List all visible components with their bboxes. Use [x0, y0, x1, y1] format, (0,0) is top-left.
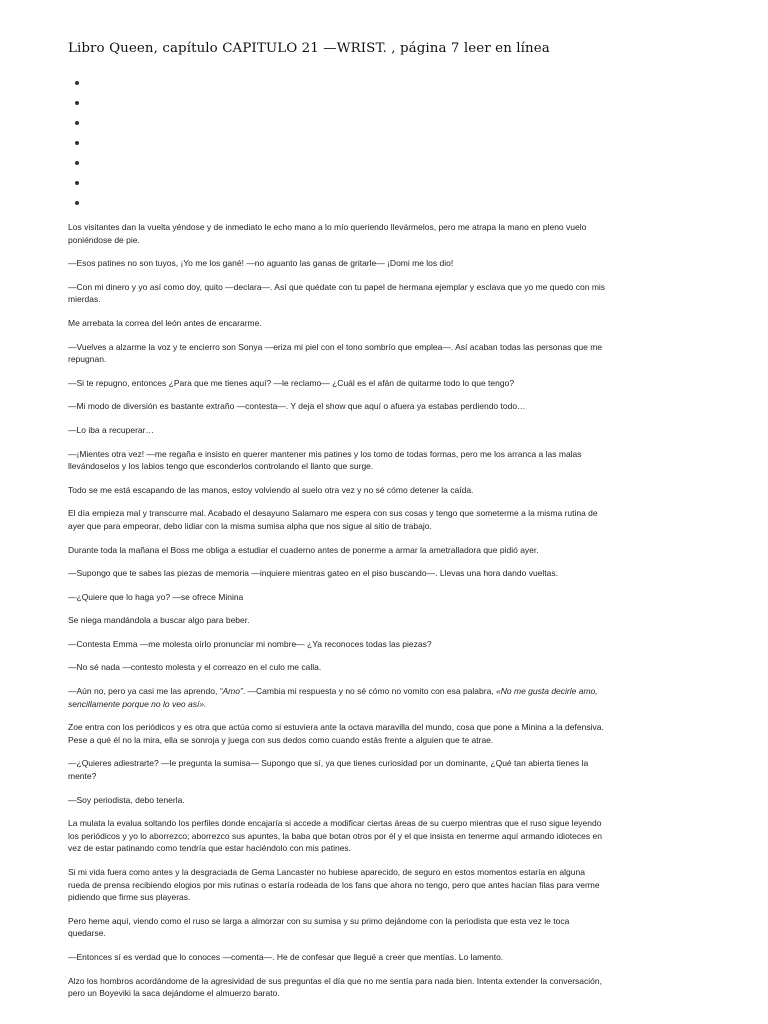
paragraph — [68, 400, 608, 413]
text-run: —Entonces sí es verdad que lo conoces —comenta—. He de confesar que llegué a creer que mentías. Lo lamento. — [68, 951, 504, 962]
paragraph — [68, 281, 608, 306]
text-run: Todo se me está escapando de las manos, estoy volviendo al suelo otra vez y no sé cómo detener la caída. — [68, 484, 474, 495]
bullet-dot — [75, 141, 79, 145]
page-title: Libro Queen, capítulo CAPITULO 21 —WRIST. , página 7 leer en línea — [68, 41, 550, 56]
bullet-item — [68, 192, 768, 212]
text-run: —Vuelves a alzarme la voz y te encierro son Sonya —eriza mi piel con el tono sombrío que emplea—. Así acaban todas las personas que me repugnan. — [68, 341, 603, 365]
paragraph — [68, 638, 608, 651]
text-run: Los visitantes dan la vuelta yéndose y de inmediato le echo mano a lo mío queriendo llevármelos, pero me atrapa la mano en pleno vuelo poniéndose de pie. — [68, 222, 587, 245]
text-run: Si mi vida fuera como antes y la desgraciada de Gema Lancaster no hubiese aparecido, de seguro en estos momentos estaría en alguna rueda de prensa recibiendo elogios por mis rutinas o estaría rodeada de los fans que ahora no tengo, pero que antes hacían filas para verme pidiendo que firme sus playeras. — [68, 867, 600, 903]
paragraph — [68, 721, 608, 746]
italic-text: “Amo” — [219, 686, 243, 697]
paragraph — [68, 591, 608, 604]
paragraph — [68, 866, 608, 904]
text-run: . —Cambia mi respuesta y no sé cómo no vomito con esa palabra, — [242, 686, 497, 697]
bullet-item — [68, 132, 768, 152]
bullet-item — [68, 152, 768, 172]
text-run: Pero heme aquí, viendo como el ruso se larga a almorzar con su sumisa y su primo dejándome con la periodista que esta vez le toca quedarse. — [68, 915, 570, 939]
text-run: —Si te repugno, entonces ¿Para que me tienes aquí? —le reclamo— ¿Cuál es el afán de quitarme todo lo que tengo? — [68, 377, 515, 388]
text-run: —Contesta Emma —me molesta oírlo pronunciar mi nombre— ¿Ya reconoces todas las piezas? — [68, 638, 432, 649]
paragraph — [68, 484, 608, 497]
paragraph — [68, 377, 608, 390]
paragraph — [68, 317, 608, 330]
text-run: —Supongo que te sabes las piezas de memoria —inquiere mientras gateo en el piso buscando—. Llevas una hora dando vueltas. — [68, 568, 558, 579]
text-run: Se niega mandándola a buscar algo para beber. — [68, 615, 250, 626]
paragraph — [68, 951, 608, 964]
text-run: —Con mi dinero y yo así como doy, quito —declara—. Así que quédate con tu papel de hermana ejemplar y esclava que yo me quedo con mis mierdas. — [68, 281, 606, 305]
text-run: La mulata la evalua soltando los perfiles donde encajaría si accede a modificar ciertas áreas de su cuerpo mientras que el ruso sigue leyendo los periódicos y yo lo aborrezco; aborrezco sus apuntes, la baba que botan otros por él y el que insista en tenerme aquí armando idioteces en vez de estar patinando como tendría que estar haciéndolo con mis patines. — [68, 818, 602, 854]
text-run: —Lo iba a recuperar… — [68, 424, 154, 435]
paragraph — [68, 794, 608, 807]
paragraph — [68, 685, 608, 710]
bullet-item — [68, 112, 768, 132]
bullet-item — [68, 72, 768, 92]
text-run: Durante toda la mañana el Boss me obliga a estudiar el cuaderno antes de ponerme a armar la ametralladora que pidió ayer. — [68, 544, 539, 555]
paragraph — [68, 507, 608, 532]
text-run: —No sé nada —contesto molesta y el correazo en el culo me calla. — [68, 662, 322, 673]
paragraph — [68, 221, 608, 246]
bullet-list — [68, 72, 768, 212]
text-run: Zoe entra con los periódicos y es otra que actúa como si estuviera ante la octava maravilla del mundo, cosa que pone a Minina a la defensiva. Pese a qué él no la mira, ella se sonroja y juega con sus dedos como cuando estás frente a alguien que te atrae. — [68, 722, 604, 745]
paragraph — [68, 424, 608, 437]
paragraph — [68, 257, 608, 270]
paragraph — [68, 757, 608, 782]
paragraph — [68, 661, 608, 674]
text-run: —¿Quiere que lo haga yo? —se ofrece Minina — [68, 591, 244, 602]
paragraph — [68, 567, 608, 580]
text-run: Me arrebata la correa del león antes de encararme. — [68, 317, 262, 328]
bullet-dot — [75, 121, 79, 125]
paragraph — [68, 975, 608, 1000]
paragraph — [68, 544, 608, 557]
text-run: —Soy periodista, debo tenerla. — [68, 794, 185, 805]
text-run: —Esos patines no son tuyos, ¡Yo me los gané! —no aguanto las ganas de gritarle— ¡Domi me los dio! — [68, 258, 454, 269]
bullet-item — [68, 172, 768, 192]
paragraph — [68, 915, 608, 940]
text-run: —¿Quieres adiestrarte? —le pregunta la sumisa— Supongo que sí, ya que tienes curiosidad por un dominante, ¿Qué tan abierta tienes la mente? — [68, 758, 589, 782]
text-run: Alzo los hombros acordándome de la agresividad de sus preguntas el día que no me sentía para nada bien. Intenta extender la conversación, pero un Boyeviki la saca dejándome el almuerzo barato. — [68, 975, 602, 999]
bullet-dot — [75, 101, 79, 105]
bullet-dot — [75, 181, 79, 185]
text-run: —Mi modo de diversión es bastante extraño —contesta—. Y deja el show que aquí o afuera ya estabas perdiendo todo… — [68, 401, 526, 412]
paragraph — [68, 448, 608, 473]
bullet-dot — [75, 201, 79, 205]
paragraph — [68, 341, 608, 366]
text-run: —Aún no, pero ya casi me las aprendo, — [68, 686, 220, 697]
chapter-text — [68, 221, 608, 1000]
text-run: El día empieza mal y transcurre mal. Acabado el desayuno Salamaro me espera con sus cosas y tengo que someterme a la misma rutina de ayer que para empeorar, debo lidiar con la misma sumisa alpha que nos sigue al sitio de trabajo. — [68, 508, 598, 531]
text-run: —¡Mientes otra vez! —me regaña e insisto en querer mantener mis patines y los tomo de todas formas, pero me los arranca a las malas llevándoselos y los labios tengo que esconderlos controlando el llanto que surge. — [68, 448, 582, 472]
bullet-dot — [75, 81, 79, 85]
paragraph — [68, 817, 608, 855]
paragraph — [68, 614, 608, 627]
bullet-item — [68, 92, 768, 112]
italic-text: «No me gusta decirle amo, sencillamente porque no lo veo así». — [68, 686, 598, 709]
bullet-dot — [75, 161, 79, 165]
